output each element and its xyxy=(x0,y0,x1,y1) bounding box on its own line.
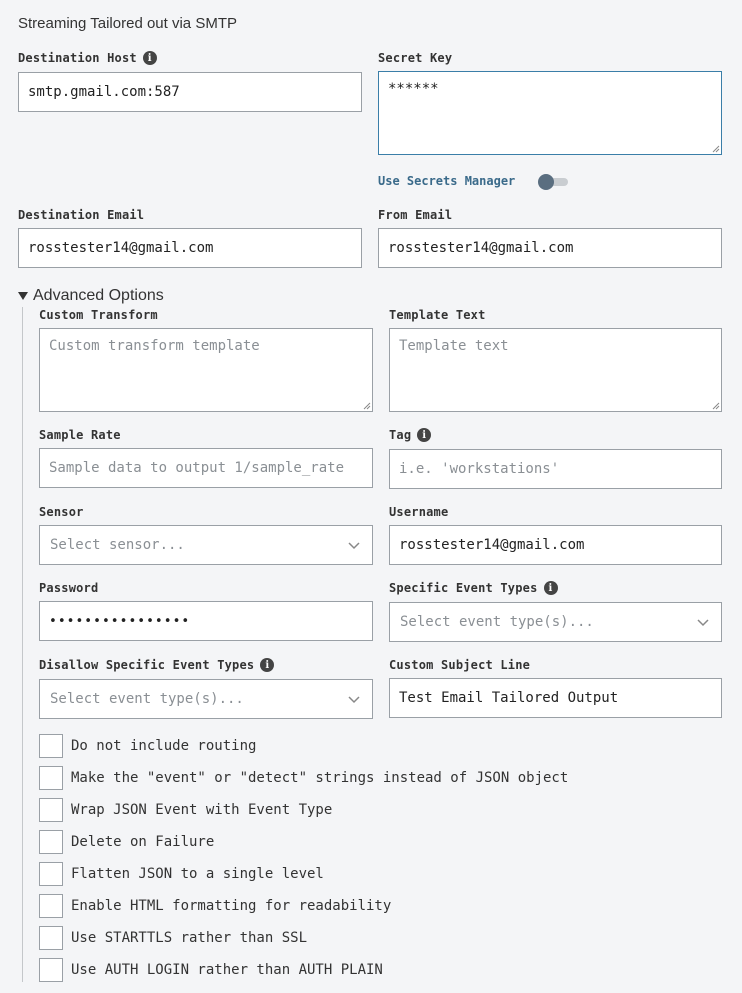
checkbox-row[interactable] xyxy=(39,862,324,886)
custom-transform-input[interactable] xyxy=(39,328,373,412)
custom-subject-label: Custom Subject Line xyxy=(389,658,531,672)
checkbox[interactable] xyxy=(39,830,63,854)
checkbox[interactable] xyxy=(39,894,63,918)
template-text-input[interactable] xyxy=(389,328,722,412)
form-title: Streaming Tailored out via SMTP xyxy=(18,15,237,32)
chevron-down-icon xyxy=(346,537,362,553)
tag-label: Tag i xyxy=(389,428,431,442)
checkbox[interactable] xyxy=(39,798,63,822)
checkbox-row[interactable] xyxy=(39,734,256,758)
secrets-manager-label: Use Secrets Manager xyxy=(378,174,516,188)
checkbox-label: Use STARTTLS rather than SSL xyxy=(71,930,308,946)
advanced-options-toggle[interactable] xyxy=(18,287,164,305)
info-icon[interactable]: i xyxy=(143,51,157,65)
from-email-label: From Email xyxy=(378,208,453,222)
custom-transform-placeholder: Custom transform template xyxy=(49,338,260,354)
resize-handle-icon[interactable] xyxy=(712,145,720,153)
secret-key-input[interactable] xyxy=(378,71,722,155)
destination-host-input[interactable]: smtp.gmail.com:587 xyxy=(18,72,362,112)
template-text-placeholder: Template text xyxy=(399,338,509,354)
custom-subject-input[interactable]: Test Email Tailored Output xyxy=(389,678,722,718)
template-text-label: Template Text xyxy=(389,308,486,322)
destination-email-label: Destination Email xyxy=(18,208,145,222)
checkbox-label: Make the "event" or "detect" strings instead of JSON object xyxy=(71,770,569,786)
destination-host-label: Destination Host i xyxy=(18,51,157,65)
sensor-label: Sensor xyxy=(39,505,84,519)
checkbox[interactable] xyxy=(39,926,63,950)
advanced-options-title: Advanced Options xyxy=(33,287,164,304)
from-email-input[interactable]: rosstester14@gmail.com xyxy=(378,228,722,268)
sample-rate-label: Sample Rate xyxy=(39,428,121,442)
info-icon[interactable]: i xyxy=(544,581,558,595)
secret-key-value: ****** xyxy=(388,81,439,97)
sensor-placeholder: Select sensor... xyxy=(50,537,185,553)
advanced-options-divider xyxy=(22,307,23,982)
custom-transform-label: Custom Transform xyxy=(39,308,158,322)
chevron-down-icon xyxy=(695,614,711,630)
checkbox-label: Do not include routing xyxy=(71,738,257,754)
checkbox-row[interactable] xyxy=(39,830,214,854)
chevron-down-icon xyxy=(346,691,362,707)
checkbox[interactable] xyxy=(39,862,63,886)
info-icon[interactable]: i xyxy=(260,658,274,672)
checkbox-label: Enable HTML formatting for readability xyxy=(71,898,392,914)
password-input[interactable]: •••••••••••••••• xyxy=(39,601,373,641)
triangle-down-icon xyxy=(18,292,28,300)
secrets-manager-toggle[interactable] xyxy=(538,174,568,190)
specific-event-types-select[interactable] xyxy=(389,602,722,642)
checkbox[interactable] xyxy=(39,734,63,758)
destination-email-input[interactable]: rosstester14@gmail.com xyxy=(18,228,362,268)
toggle-knob xyxy=(538,174,554,190)
checkbox-label: Flatten JSON to a single level xyxy=(71,866,324,882)
disallow-event-types-label: Disallow Specific Event Types i xyxy=(39,658,274,672)
checkbox-row[interactable] xyxy=(39,958,383,982)
checkbox-label: Use AUTH LOGIN rather than AUTH PLAIN xyxy=(71,962,383,978)
disallow-event-types-select[interactable] xyxy=(39,679,373,719)
checkbox-row[interactable] xyxy=(39,766,568,790)
info-icon[interactable]: i xyxy=(417,428,431,442)
specific-event-types-label: Specific Event Types i xyxy=(389,581,558,595)
checkbox-row[interactable] xyxy=(39,798,332,822)
username-label: Username xyxy=(389,505,449,519)
checkbox-label: Wrap JSON Event with Event Type xyxy=(71,802,333,818)
sensor-select[interactable] xyxy=(39,525,373,565)
password-label: Password xyxy=(39,581,99,595)
username-input[interactable]: rosstester14@gmail.com xyxy=(389,525,722,565)
resize-handle-icon[interactable] xyxy=(712,402,720,410)
sample-rate-input[interactable]: Sample data to output 1/sample_rate xyxy=(39,448,373,488)
checkbox-row[interactable] xyxy=(39,894,391,918)
secret-key-label: Secret Key xyxy=(378,51,453,65)
disallow-event-types-placeholder: Select event type(s)... xyxy=(50,691,244,707)
checkbox-label: Delete on Failure xyxy=(71,834,215,850)
checkbox[interactable] xyxy=(39,958,63,982)
checkbox[interactable] xyxy=(39,766,63,790)
checkbox-row[interactable] xyxy=(39,926,307,950)
tag-input[interactable]: i.e. 'workstations' xyxy=(389,449,722,489)
specific-event-types-placeholder: Select event type(s)... xyxy=(400,614,594,630)
resize-handle-icon[interactable] xyxy=(363,402,371,410)
